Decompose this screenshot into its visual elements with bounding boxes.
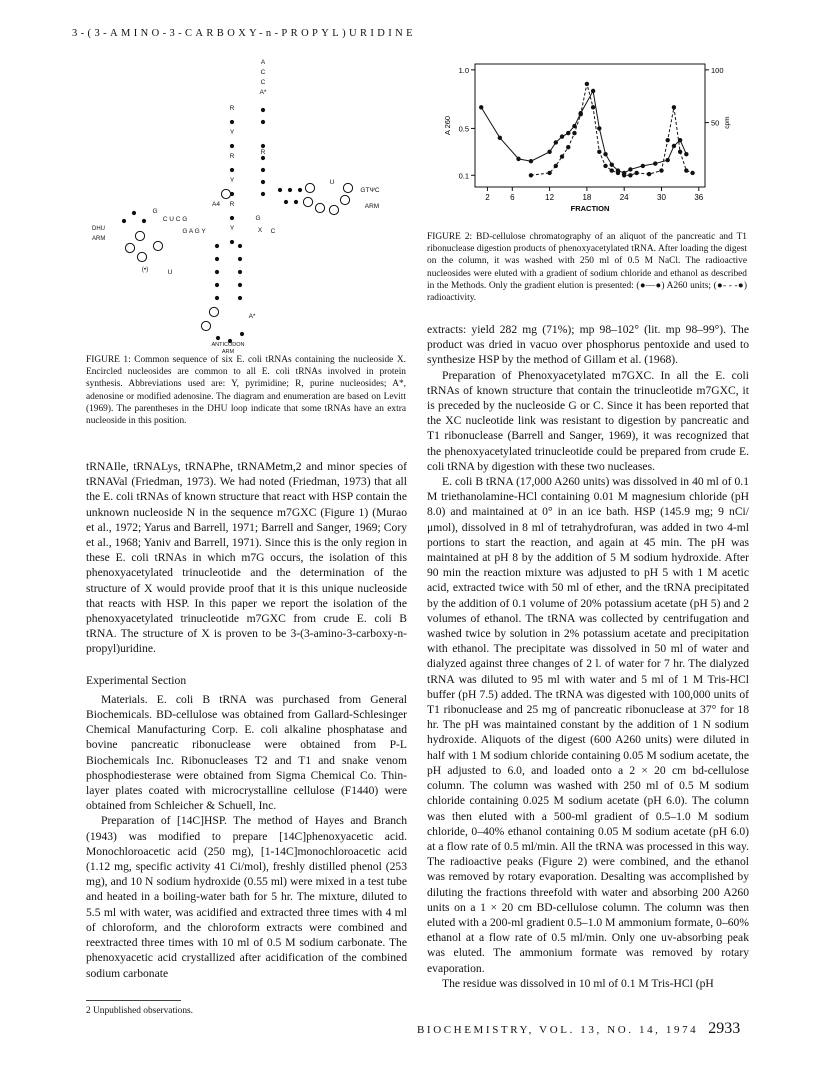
data-point-radioactivity xyxy=(566,145,570,149)
page-footer xyxy=(417,1020,740,1038)
data-point-a260 xyxy=(554,140,558,144)
stem-letter: Y xyxy=(229,129,235,136)
data-point-a260 xyxy=(653,161,657,165)
data-point-radioactivity xyxy=(603,164,607,168)
nucleotide-dot xyxy=(261,156,265,160)
figure2-chart xyxy=(420,52,730,232)
figure1-trna-diagram xyxy=(80,50,420,355)
series-line-a260 xyxy=(481,91,686,173)
data-point-radioactivity xyxy=(597,150,601,154)
data-point-a260 xyxy=(597,126,601,130)
nucleotide-dot xyxy=(230,216,234,220)
nucleotide-dot xyxy=(238,283,242,287)
dhu-bottom-letters: G A G Y xyxy=(182,228,206,235)
data-point-a260 xyxy=(566,131,570,135)
data-point-radioactivity xyxy=(529,173,533,177)
prep-hsp-paragraph: Preparation of [14C]HSP. The method of Hayes and Branch (1943) was modified to prepare [14C]phenoxyacetic acid. Monochloroacetic acid (250 mg), [1-14C]monochloroacetic acid (1.12 mg, specific activity 41 Ci/mol), freshly distilled phenol (253 mg), and 10 N sodium hydroxide (0.55 ml) were mixed in a test tube and heated in a boiling-water bath for 5 hr. The mixture, diluted to 5.5 ml with water, was acidified and extracted three times with 4 ml of chloroform, and the chloroform extracts were combined and reextracted three times with 10 ml of 0.5 M sodium carbonate. The phenoxyacetic acid crystallized after acidification of the combined sodium carbonate xyxy=(86,814,407,980)
nucleotide-dot xyxy=(122,219,126,223)
data-point-a260 xyxy=(516,157,520,161)
nucleotide-dot xyxy=(215,244,219,248)
gtyc-label: GTΨC xyxy=(360,187,380,194)
var-letter: C xyxy=(270,228,276,235)
nucleotide-dot xyxy=(261,192,265,196)
nucleotide-dot xyxy=(215,257,219,261)
data-point-a260 xyxy=(498,136,502,140)
data-point-a260 xyxy=(684,152,688,156)
data-point-radioactivity xyxy=(678,150,682,154)
data-point-radioactivity xyxy=(578,112,582,116)
a4-label: A4 xyxy=(212,201,220,208)
data-point-radioactivity xyxy=(591,105,595,109)
nucleotide-dot xyxy=(261,144,265,148)
y-right-tick-label: 100 xyxy=(711,65,724,75)
data-point-radioactivity xyxy=(610,168,614,172)
acceptor-letter: A xyxy=(260,59,266,66)
data-point-radioactivity xyxy=(572,131,576,135)
data-point-a260 xyxy=(603,152,607,156)
right-column xyxy=(427,322,749,991)
materials-paragraph: Materials. E. coli B tRNA was purchased from General Biochemicals. BD-cellulose was obtained from Gallard-Schlesinger Chemical Manufacturing Corp. E. coli alkaline phosphatase and bovine pancreatic ribonuclease were obtained from P-L Biochemicals Inc. Ribonucleases T2 and T1 and snake venom phosphodiesterase were obtained from Sigma Chemical Co. Thin-layer plates coated with microcrystalline cellulose (F1440) were obtained from Schleicher & Schuell, Inc. xyxy=(86,692,407,813)
dhu-top-letters: C U C G xyxy=(162,216,188,223)
figure1-caption: FIGURE 1: Common sequence of six E. coli tRNAs containing the nucleoside X. Encircled nucleosides are common to all E. coli tRNAs involved in protein synthesis. Abbreviations used are: Y, pyrimidine; R, purine nucleosides; A*, adenosine or modified adenosine. The diagram and enumeration are based on Levitt (1969). The parentheses in the DHU loop indicate that some tRNAs have an extra nucleoside in this position. xyxy=(86,355,406,427)
running-head: 3-(3-AMINO-3-CARBOXY-n-PROPYL)URIDINE xyxy=(72,28,416,39)
dhu-paren: (•) xyxy=(141,266,149,273)
data-point-a260 xyxy=(529,159,533,163)
nucleotide-dot xyxy=(230,144,234,148)
nucleotide-dot xyxy=(298,188,302,192)
t-letter: U xyxy=(329,179,335,186)
nucleotide-dot xyxy=(238,296,242,300)
encircled-nucleotide xyxy=(137,252,146,261)
stem-letter: R xyxy=(229,105,235,112)
x-tick-label: 36 xyxy=(694,193,704,202)
nucleotide-dot xyxy=(284,200,288,204)
left-column xyxy=(86,459,407,981)
d-letter: U xyxy=(167,269,173,276)
data-point-radioactivity xyxy=(672,105,676,109)
encircled-nucleotide xyxy=(135,231,144,240)
data-point-radioactivity xyxy=(585,82,589,86)
x-tick-label: 12 xyxy=(545,193,555,202)
yield-paragraph: extracts: yield 282 mg (71%); mp 98–102° (lit. mp 98–99°). The product was dried in vacuo over phosphorus pentoxide and used to synthesize HSP by the method of Gillam et al. (1968). xyxy=(427,323,749,367)
nucleotide-dot xyxy=(230,120,234,124)
encircled-nucleotide xyxy=(221,189,230,198)
nucleotide-dot xyxy=(238,244,242,248)
anticodon-arm-label: ANTICODON xyxy=(211,342,245,348)
nucleotide-dot xyxy=(261,180,265,184)
nucleotide-dot xyxy=(261,108,265,112)
nucleotide-dot xyxy=(230,240,234,244)
acceptor-letter: C xyxy=(260,69,266,76)
x-tick-label: 2 xyxy=(485,193,490,202)
encircled-nucleotide xyxy=(315,203,324,212)
data-point-radioactivity xyxy=(547,171,551,175)
page-number: 2933 xyxy=(708,1020,741,1037)
stem-letter: R xyxy=(229,201,235,208)
data-point-radioactivity xyxy=(690,171,694,175)
nucleotide-dot xyxy=(261,168,265,172)
data-point-a260 xyxy=(610,163,614,167)
data-point-a260 xyxy=(641,164,645,168)
y-left-tick-label: 0.5 xyxy=(458,124,469,134)
nucleotide-dot xyxy=(215,283,219,287)
var-letter: G xyxy=(255,215,261,222)
acceptor-letter: A* xyxy=(259,89,267,96)
x-axis-label: FRACTION xyxy=(570,204,610,213)
anticodon-arm-label-2: ARM xyxy=(221,349,235,355)
residue-paragraph: The residue was dissolved in 10 ml of 0.1 M Tris-HCl (pH xyxy=(442,976,714,990)
a-star-label: A* xyxy=(248,313,256,320)
stem-letter: R xyxy=(229,153,235,160)
data-point-a260 xyxy=(560,134,564,138)
stem-letter: Y xyxy=(229,225,235,232)
footnote-rule xyxy=(86,1000,181,1001)
section-heading: Experimental Section xyxy=(86,673,187,687)
nucleotide-dot xyxy=(132,211,136,215)
d-letter: G xyxy=(152,208,158,215)
tpsic-arm-label: ARM xyxy=(364,203,380,210)
nucleotide-dot xyxy=(294,200,298,204)
x-tick-label: 24 xyxy=(619,193,629,202)
encircled-nucleotide xyxy=(305,183,314,192)
data-point-a260 xyxy=(672,144,676,148)
data-point-radioactivity xyxy=(616,171,620,175)
data-point-radioactivity xyxy=(622,173,626,177)
y-right-tick-label: 50 xyxy=(711,118,720,128)
encircled-nucleotide xyxy=(343,183,352,192)
prep-m7gxc-paragraph: Preparation of Phenoxyacetylated m7GXC. In all the E. coli tRNAs of known structure that contain the trinucleotide m7GXC, it is preceded by the nucleoside G or C. Since it has been reported that the XC nucleotide link was resistant to digestion by pancreatic and T1 ribonuclease (Barrell and Sanger, 1969), it was recognized that the phenoxyacetylated trinucleotide could be prepared from crude E. coli tRNA by digestion with these two nucleases. xyxy=(427,368,749,473)
data-point-radioactivity xyxy=(659,168,663,172)
stem-letter: Y xyxy=(229,177,235,184)
x-tick-label: 6 xyxy=(510,193,515,202)
nucleotide-dot xyxy=(230,168,234,172)
nucleotide-dot xyxy=(238,270,242,274)
intro-paragraph: tRNAIle, tRNALys, tRNAPhe, tRNAMetm,2 and minor species of tRNAVal (Friedman, 1973). We had noted (Friedman, 1973) that all the E. coli tRNAs of known structure that react with HSP contain the unknown nucleoside N in the sequence m7GXC (Figure 1) (Murao et al., 1972; Yarus and Barrell, 1971; Barrell and Sanger, 1969; Cory et al., 1968; Yaniv and Barrell, 1971). Since this is the only region in these E. coli tRNAs in which m7G occurs, the isolation of this phenoxyacetylated trinucleotide and the determination of the structure of X would provide proof that it is this unique nucleoside that reacts with HSP. In this paper we report the isolation of the phenoxyacetylated trinucleotide m7GXC from crude E. coli B tRNA. The structure of X is proven to be 3-(3-amino-3-carboxy-n-propyl)uridine. xyxy=(86,460,407,656)
dhu-arm-label: DHU xyxy=(92,226,105,232)
acceptor-letter: C xyxy=(260,79,266,86)
y-left-tick-label: 1.0 xyxy=(458,65,469,75)
footnote: 2 Unpublished observations. xyxy=(86,1006,194,1016)
data-point-radioactivity xyxy=(554,164,558,168)
data-point-radioactivity xyxy=(666,138,670,142)
data-point-a260 xyxy=(547,150,551,154)
nucleotide-dot xyxy=(238,257,242,261)
data-point-a260 xyxy=(628,167,632,171)
x-tick-label: 30 xyxy=(657,193,666,202)
data-point-radioactivity xyxy=(634,171,638,175)
data-point-radioactivity xyxy=(560,154,564,158)
encircled-nucleotide xyxy=(329,205,338,214)
x-label: X xyxy=(257,227,263,234)
data-point-a260 xyxy=(666,158,670,162)
figure2-caption: FIGURE 2: BD-cellulose chromatography of an aliquot of the pancreatic and T1 ribonuclease digestion products of phenoxyacetylated tRNA. After loading the digest on the column, it was washed with 250 ml of 0.5 M NaCl. The radioactive nucleosides were eluted with a gradient of sodium chloride and ethanol as described in the Methods. Only the gradient elution is presented: (●—●) A260 units; (●- - -●) radioactivity. xyxy=(427,232,747,304)
data-point-radioactivity xyxy=(647,172,651,176)
encircled-nucleotide xyxy=(209,307,218,316)
encircled-nucleotide xyxy=(340,195,349,204)
encircled-nucleotide xyxy=(153,241,162,250)
data-point-a260 xyxy=(479,105,483,109)
encircled-nucleotide xyxy=(303,197,312,206)
nucleotide-dot xyxy=(278,188,282,192)
data-point-a260 xyxy=(591,89,595,93)
dhu-arm-label-2: ARM xyxy=(92,236,106,242)
journal-citation: BIOCHEMISTRY, VOL. 13, NO. 14, 1974 xyxy=(417,1024,699,1036)
y-right-axis-label: cpm xyxy=(724,116,731,129)
nucleotide-dot xyxy=(215,270,219,274)
nucleotide-dot xyxy=(142,219,146,223)
nucleotide-dot xyxy=(288,188,292,192)
acceptor-letter: R xyxy=(260,149,266,156)
y-left-axis-label: A 260 xyxy=(443,115,452,136)
nucleotide-dot xyxy=(261,120,265,124)
procedure-paragraph: E. coli B tRNA (17,000 A260 units) was dissolved in 40 ml of 0.1 M triethanolamine-HCl containing 0.01 M magnesium chloride (pH 8.0) and maintained at 0° in an ice bath. HSP (145.9 mg; 9 nCi/μmol), dissolved in 8 ml of tetrahydrofuran, was added in two 4-ml portions to start the reaction, and again at 45 min. The pH was maintained at pH 8 by the addition of 5 M sodium hydroxide. After 90 min the reaction mixture was adjusted to pH 5 with 1 M acetic acid, extracted twice with 50 ml of ether, and the tRNA precipitated by the addition of 0.1 volume of 20% potassium acetate (pH 5) and 2 volumes of ethanol. The tRNA was collected by centrifugation and washed twice by solution in 2% potassium acetate and precipitation with ethanol. The precipitate was dissolved in 50 ml of water and dialyzed against three changes of 2 l. of water for 7 hr. The dialyzed tRNA was diluted to 95 ml with water and 5 ml of 1 M Tris-HCl buffer (pH 7.5) added. The tRNA was digested with 100,000 units of T1 ribonuclease and 25 mg of pancreatic ribonuclease at 37° for 18 hr. The pH was maintained constant by the addition of 1 N sodium hydroxide. Aliquots of the digest (600 A260 units) were diluted in half with 1 M sodium chloride containing 0.05 M sodium acetate, the pH adjusted to 6.0, and loaded onto a 2 × 20 cm bd-cellulose column. The column was washed with 250 ml of 0.5 M sodium chloride containing 0.025 M sodium acetate (pH 6.0). The column was then eluted with a 500-ml gradient of 0.5–1.0 M sodium chloride, 0–40% ethanol containing 0.05 M sodium acetate (pH 6.0) at a flow rate of 0.5 ml/min. All the tRNA was processed in this way. The radioactive peaks (Figure 2) were combined, and the ethanol was removed by rotary evaporation. Desalting was accomplished by diluting the fractions threefold with water and absorbing 200 A260 units on a 1 × 20 cm BD-cellulose column. The column was then eluted with a 200-ml gradient 0.5–1.0 M ammonium formate, 0–60% ethanol at a flow rate of 0.5 ml/min. Only one uv-absorbing peak was eluted. The ammonium formate was removed by rotary evaporation. xyxy=(427,475,749,975)
encircled-nucleotide xyxy=(125,243,134,252)
nucleotide-dot xyxy=(240,332,244,336)
y-left-tick-label: 0.1 xyxy=(458,171,469,181)
data-point-radioactivity xyxy=(628,173,632,177)
data-point-radioactivity xyxy=(684,168,688,172)
nucleotide-dot xyxy=(216,336,220,340)
encircled-nucleotide xyxy=(201,321,210,330)
x-tick-label: 18 xyxy=(582,193,592,202)
nucleotide-dot xyxy=(215,296,219,300)
